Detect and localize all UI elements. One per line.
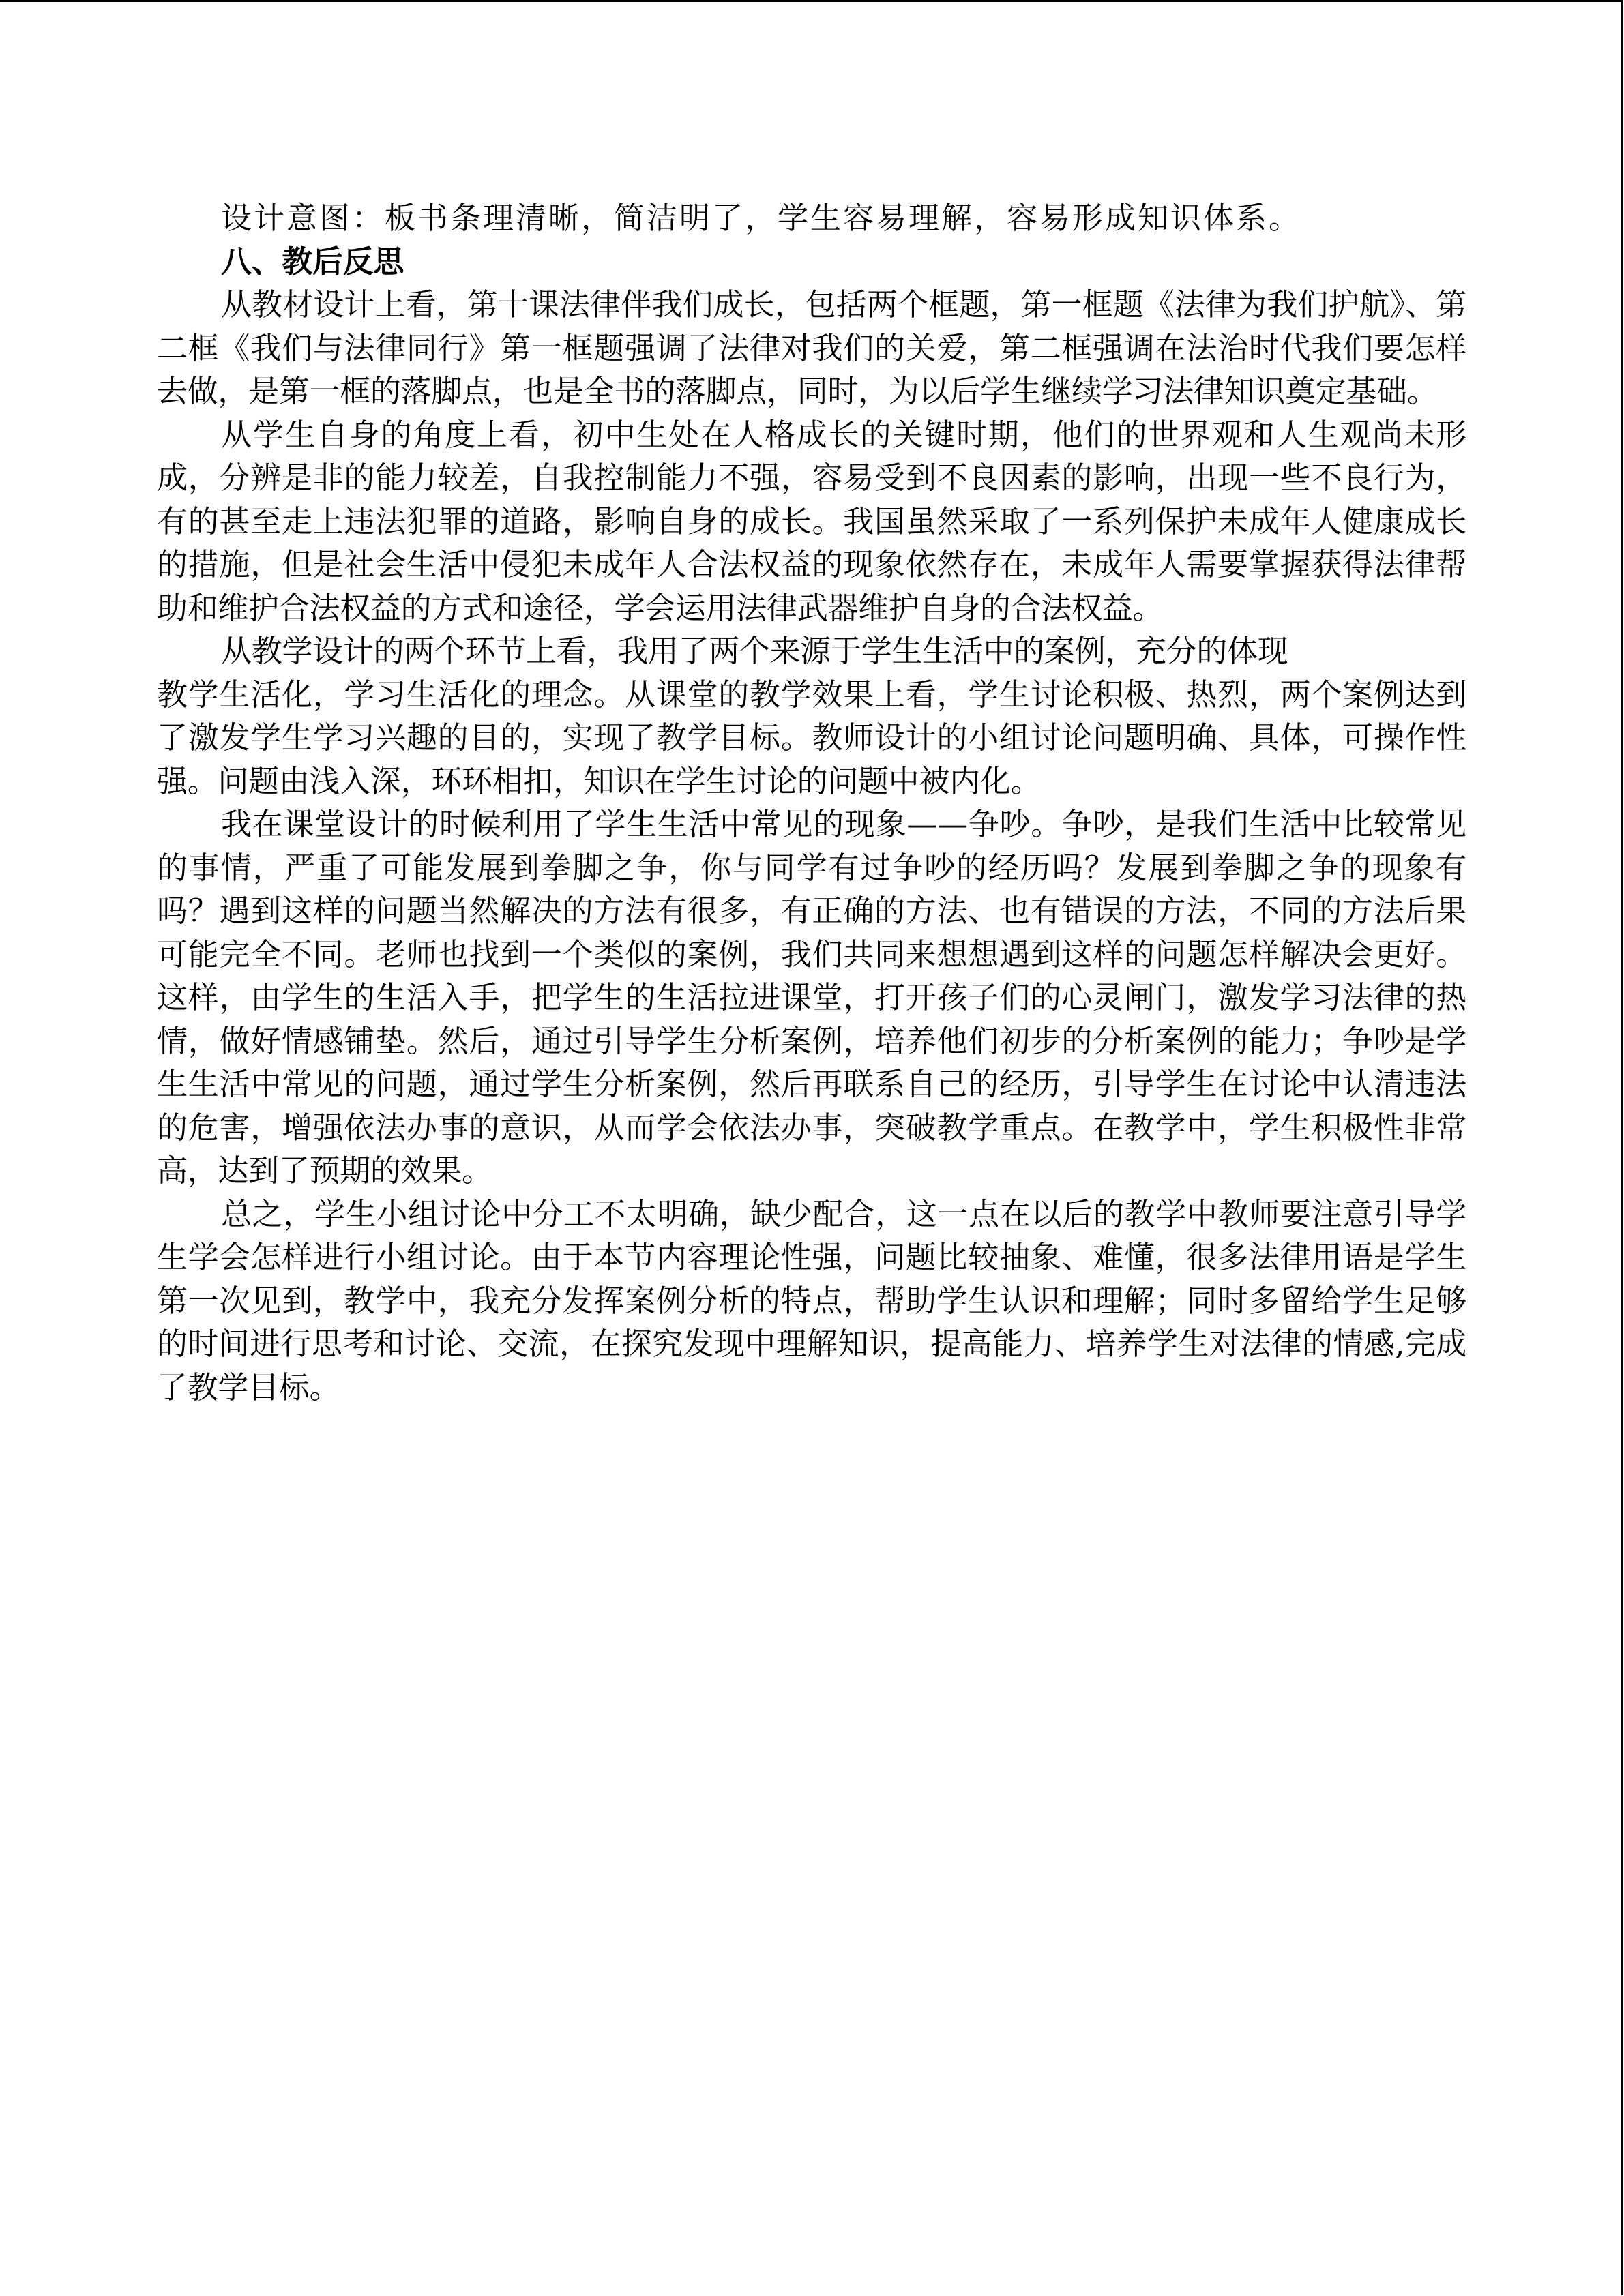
paragraph-student-perspective: 从学生自身的角度上看，初中生处在人格成长的关键时期，他们的世界观和人生观尚未形成，分辨是非的能力较差，自我控制能力不强，容易受到不良因素的影响，出现一些不良行为，有的甚至走上违法犯罪的道路，影响自身的成长。我国虽然采取了一系列保护未成年人健康成长的措施，但是社会生活中侵犯未成年人合法权益的现象依然存在，未成年人需要掌握获得法律帮助和维护合法权益的方式和途径，学会运用法律武器维护自身的合法权益。 xyxy=(157,416,1466,626)
paragraph-teaching-design-body: 教学生活化，学习生活化的理念。从课堂的教学效果上看，学生讨论积极、热烈，两个案例达到了激发学生学习兴趣的目的，实现了教学目标。教师设计的小组讨论问题明确、具体，可操作性强。问题由浅入深，环环相扣，知识在学生讨论的问题中被内化。 xyxy=(157,676,1466,799)
paragraph-summary: 总之，学生小组讨论中分工不太明确，缺少配合，这一点在以后的教学中教师要注意引导学生学会怎样进行小组讨论。由于本节内容理论性强，问题比较抽象、难懂，很多法律用语是学生第一次见到，教学中，我充分发挥案例分析的特点，帮助学生认识和理解；同时多留给学生足够的时间进行思考和讨论、交流，在探究发现中理解知识，提高能力、培养学生对法律的情感,完成了教学目标。 xyxy=(157,1195,1466,1405)
design-intent-note: 设计意图：板书条理清晰，简洁明了，学生容易理解，容易形成知识体系。 xyxy=(221,200,1302,236)
paragraph-teaching-design-lead: 从教学设计的两个环节上看，我用了两个来源于学生生活中的案例，充分的体现 xyxy=(221,633,1288,669)
paragraph-classroom-design: 我在课堂设计的时候利用了学生生活中常见的现象——争吵。争吵，是我们生活中比较常见的事情，严重了可能发展到拳脚之争，你与同学有过争吵的经历吗？发展到拳脚之争的现象有吗？遇到这样的问题当然解决的方法有很多，有正确的方法、也有错误的方法，不同的方法后果可能完全不同。老师也找到一个类似的案例，我们共同来想想遇到这样的问题怎样解决会更好。这样，由学生的生活入手，把学生的生活拉进课堂，打开孩子们的心灵闸门，激发学习法律的热情，做好情感铺垫。然后，通过引导学生分析案例，培养他们初步的分析案例的能力；争吵是学生生活中常见的问题，通过学生分析案例，然后再联系自己的经历，引导学生在讨论中认清违法的危害，增强依法办事的意识，从而学会依法办事，突破教学重点。在教学中，学生积极性非常高，达到了预期的效果。 xyxy=(157,806,1466,1189)
paragraph-textbook-design: 从教材设计上看，第十课法律伴我们成长，包括两个框题，第一框题《法律为我们护航》、第二框《我们与法律同行》第一框题强调了法律对我们的关爱，第二框强调在法治时代我们要怎样去做，是第一框的落脚点，也是全书的落脚点，同时，为以后学生继续学习法律知识奠定基础。 xyxy=(157,286,1466,409)
document-body xyxy=(157,196,1466,1409)
section-heading: 八、教后反思 xyxy=(221,243,404,280)
